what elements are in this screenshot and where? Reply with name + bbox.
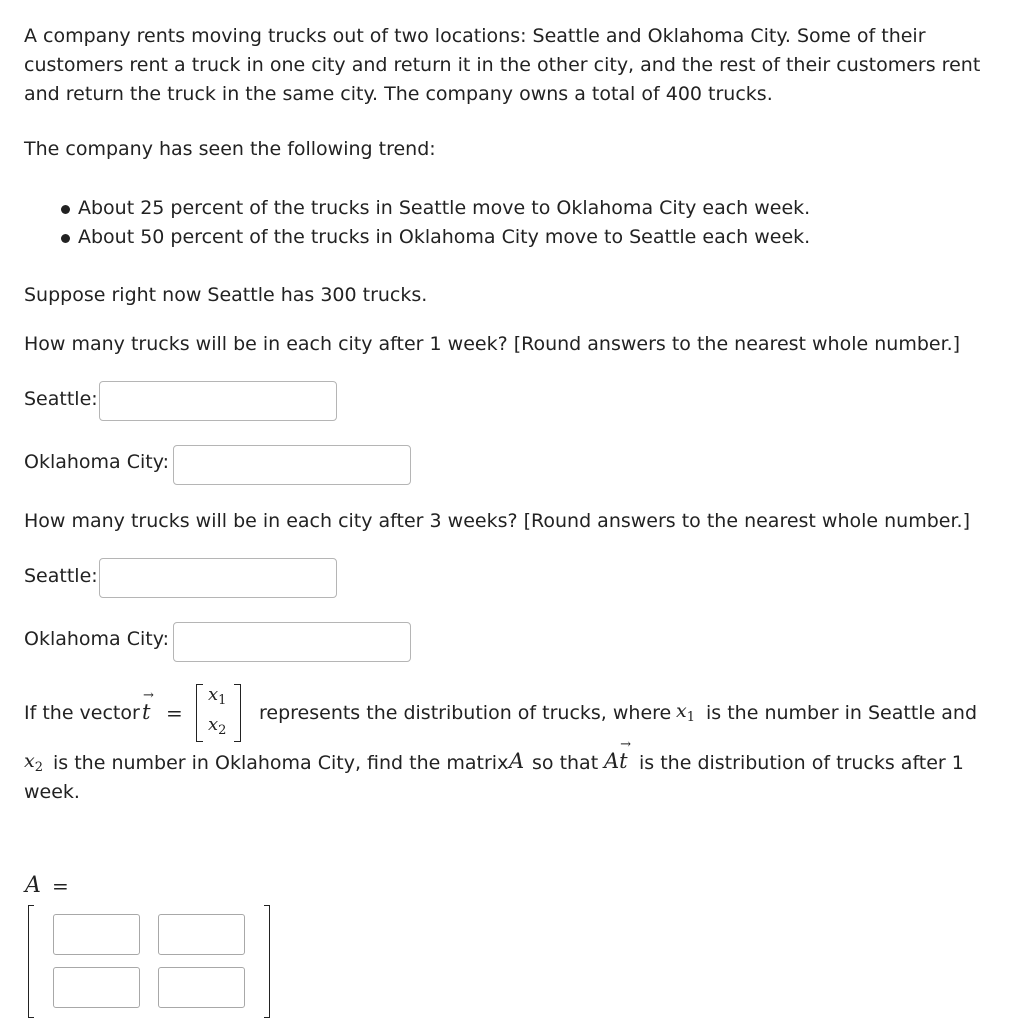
vector-left-bracket	[196, 684, 203, 742]
q1-seattle-label: Seattle:	[24, 388, 98, 410]
matrix-cell-2-2[interactable]	[158, 967, 245, 1008]
matrix-left-bracket	[28, 905, 34, 1018]
vector-entry-x2: $x_2$	[208, 714, 227, 738]
q1-okc-input[interactable]	[173, 445, 411, 485]
question-2-text: How many trucks will be in each city after 3 weeks? [Round answers to the nearest whole number.]	[24, 510, 970, 532]
intro-line-2: customers rent a truck in one city and return it in the other city, and the rest of their customers rent	[24, 54, 981, 76]
q1-seattle-input[interactable]	[99, 381, 337, 421]
intro-line-1: A company rents moving trucks out of two locations: Seattle and Oklahoma City. Some of their	[24, 25, 926, 47]
vector-entry-x1: $x_1$	[208, 684, 227, 708]
bullet-icon	[61, 205, 70, 214]
vector-prefix: If the vector	[24, 702, 140, 724]
vector-line2-part3: is the distribution of trucks after 1	[639, 752, 964, 774]
matrix-a-inline: A	[509, 749, 525, 773]
matrix-cell-2-1[interactable]	[53, 967, 140, 1008]
matrix-cell-1-1[interactable]	[53, 914, 140, 955]
vector-line3: week.	[24, 781, 80, 803]
list-item: About 50 percent of the trucks in Oklahoma City move to Seattle each week.	[78, 226, 811, 248]
vector-middle-text-2: is the number in Seattle and	[706, 702, 978, 724]
x2-inline: $x_2$	[24, 750, 43, 775]
vector-t-symbol: → t	[142, 688, 154, 724]
q2-seattle-input[interactable]	[99, 558, 337, 598]
matrix-label: A	[25, 873, 41, 898]
vector-middle-text: represents the distribution of trucks, where	[259, 702, 672, 724]
intro-line-3: and return the truck in the same city. The company owns a total of 400 trucks.	[24, 83, 773, 105]
vector-right-bracket	[234, 684, 241, 742]
q2-okc-label: Oklahoma City:	[24, 628, 169, 650]
vector-line2-part2: so that	[532, 752, 599, 774]
x1-inline: $x_1$	[676, 700, 695, 725]
suppose-text: Suppose right now Seattle has 300 trucks.	[24, 284, 428, 306]
problem-intro	[24, 22, 980, 109]
matrix-equals: =	[52, 874, 69, 898]
vector-equals: =	[166, 701, 183, 725]
q2-okc-input[interactable]	[173, 622, 411, 662]
at-inline: A → t	[604, 737, 632, 773]
question-1-text: How many trucks will be in each city after 1 week? [Round answers to the nearest whole number.]	[24, 333, 961, 355]
q1-okc-label: Oklahoma City:	[24, 451, 169, 473]
matrix-cell-1-2[interactable]	[158, 914, 245, 955]
trend-intro: The company has seen the following trend:	[24, 138, 436, 160]
matrix-right-bracket	[264, 905, 270, 1018]
q2-seattle-label: Seattle:	[24, 565, 98, 587]
bullet-icon	[61, 234, 70, 243]
vector-line2-part1: is the number in Oklahoma City, find the matrix	[53, 752, 509, 774]
list-item: About 25 percent of the trucks in Seattle move to Oklahoma City each week.	[78, 197, 811, 219]
